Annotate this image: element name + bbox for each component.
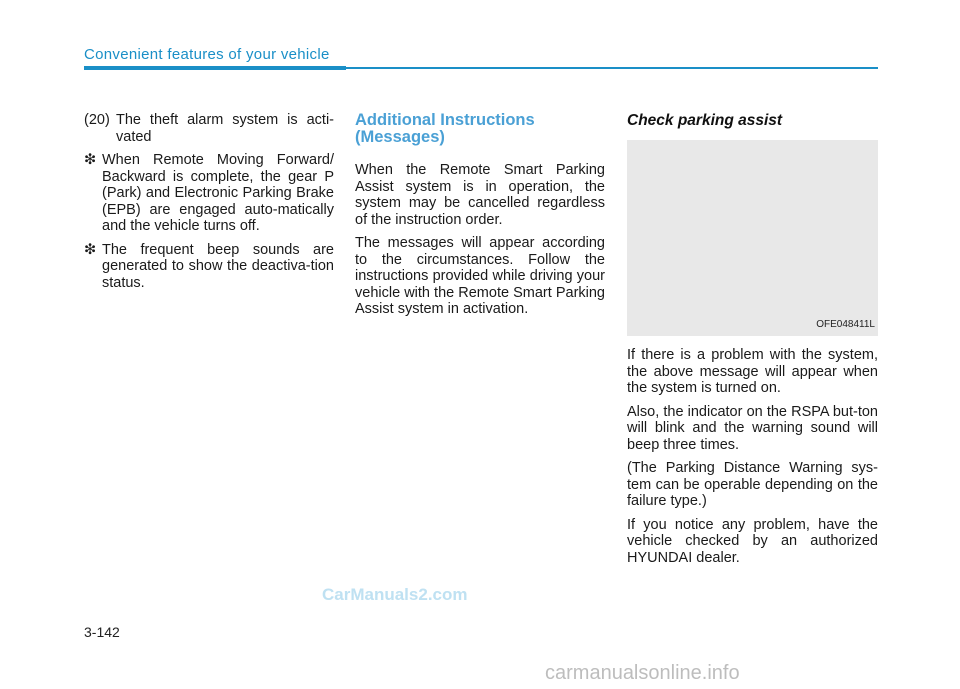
site-watermark-link[interactable]: CarManuals2.com [322, 585, 468, 604]
figure-image-placeholder [627, 140, 878, 336]
right-column [627, 112, 878, 573]
header-rule-thin [346, 67, 878, 69]
left-column [84, 112, 334, 298]
note-item [84, 152, 334, 235]
paragraph: If there is a problem with the system, the above message will appear when the system is turned on. [627, 347, 878, 396]
header-rule-thick [84, 66, 346, 70]
paragraph: (The Parking Distance Warning sys-tem can be operable depending on the failure type.) [627, 460, 878, 509]
page-number: 3-142 [84, 624, 120, 640]
bottom-watermark: carmanualsonline.info [545, 662, 740, 684]
paragraph: If you notice any problem, have the vehicle checked by an authorized HYUNDAI dealer. [627, 516, 878, 566]
note-text: When Remote Moving Forward/ Backward is complete, the gear P (Park) and Electronic Parking Brake (EPB) are engaged auto-matically and the vehicle turns off. [102, 152, 334, 234]
paragraph: Also, the indicator on the RSPA but-ton will blink and the warning sound will beep three times. [627, 403, 878, 453]
item-text: The theft alarm system is acti-vated [116, 112, 334, 145]
numbered-item [84, 112, 334, 145]
section-title: Additional Instructions (Messages) [355, 111, 535, 146]
item-number: (20) [84, 112, 110, 128]
paragraph: The messages will appear according to the circumstances. Follow the instructions provided while driving your vehicle with the Remote Smart Parking Assist system in activation. [355, 235, 605, 317]
paragraph: When the Remote Smart Parking Assist system is in operation, the system may be cancelled regardless of the instruction order. [355, 162, 605, 228]
note-item [84, 242, 334, 292]
middle-column [355, 112, 605, 325]
figure-code: OFE048411L [816, 318, 875, 330]
note-text: The frequent beep sounds are generated to show the deactiva-tion status. [102, 241, 334, 291]
note-marker-icon: ❇ [84, 241, 97, 258]
section-header-title: Convenient features of your vehicle [84, 46, 330, 63]
sub-title: Check parking assist [627, 112, 783, 129]
note-marker-icon: ❇ [84, 152, 97, 168]
